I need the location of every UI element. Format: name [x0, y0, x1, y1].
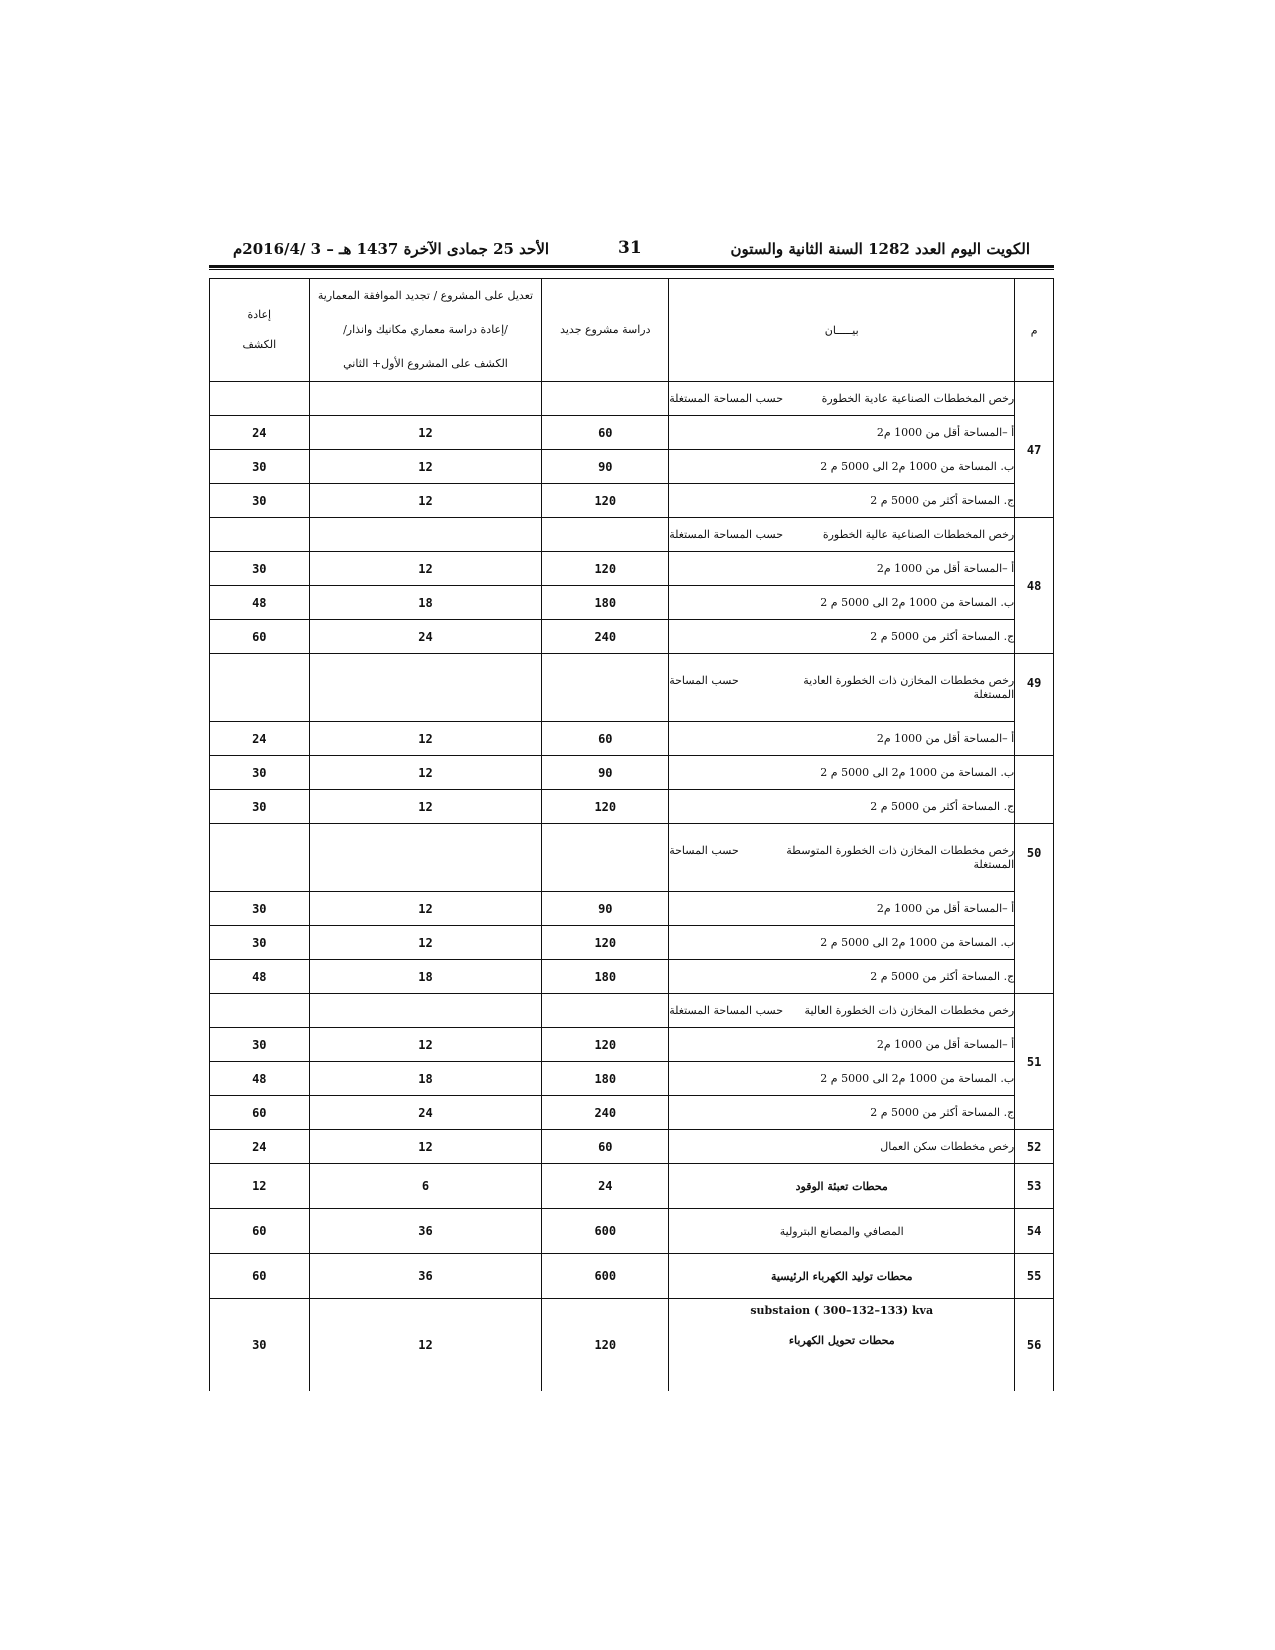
- cell-modify: 18: [309, 960, 542, 994]
- cell-reinspect: 60: [210, 1254, 310, 1299]
- group-title-suffix: حسب المساحة المستغلة: [669, 1003, 784, 1017]
- row-label-latin: substaion ( 300–132–133) kva: [750, 1304, 934, 1317]
- fees-table: [209, 278, 1054, 1391]
- col-header-reinspect-line2: الكشف: [242, 338, 277, 351]
- row-label: ج. المساحة أكثر من 5000 م 2: [669, 484, 1015, 518]
- table-row: [210, 722, 1054, 756]
- row-number: 52: [1015, 1130, 1054, 1164]
- group-title-suffix: حسب المساحة: [669, 674, 739, 688]
- group-title-line2: المستغلة: [973, 857, 1015, 871]
- cell-new-study: 240: [542, 1096, 669, 1130]
- row-number: 56: [1015, 1299, 1054, 1391]
- cell-reinspect: 30: [210, 1028, 310, 1062]
- cell-new-study: 120: [542, 1299, 669, 1391]
- group-number: 47: [1015, 382, 1054, 518]
- cell-modify: 12: [309, 484, 542, 518]
- cell-modify: 12: [309, 416, 542, 450]
- col-header-modify: [309, 279, 542, 382]
- cell-modify: 12: [309, 892, 542, 926]
- cell-new-study: 60: [542, 416, 669, 450]
- cell-modify: 12: [309, 926, 542, 960]
- table-row: [210, 1254, 1054, 1299]
- group-title-row: [210, 824, 1054, 892]
- cell-new-study: 180: [542, 586, 669, 620]
- group-number: 51: [1015, 994, 1054, 1130]
- issue-date: الأحد 25 جمادى الآخرة 1437 هـ – 3 /2016/4م: [233, 240, 550, 258]
- row-label: ج. المساحة أكثر من 5000 م 2: [669, 960, 1015, 994]
- group-title-suffix: حسب المساحة المستغلة: [669, 527, 784, 541]
- cell-new-study: 120: [542, 790, 669, 824]
- table-row: [210, 1062, 1054, 1096]
- col-header-modify-line1: تعديل على المشروع / تجديد الموافقة المعمارية: [317, 289, 534, 302]
- cell-modify: 12: [309, 1028, 542, 1062]
- group-title-text: رخص مخططات المخازن ذات الخطورة المتوسطة: [786, 844, 1015, 858]
- cell-reinspect: 24: [210, 416, 310, 450]
- cell-modify: 6: [309, 1164, 542, 1209]
- table-row: [210, 756, 1054, 790]
- row-label: ج. المساحة أكثر من 5000 م 2: [669, 1096, 1015, 1130]
- table-row: [210, 620, 1054, 654]
- row-label: المصافي والمصانع البترولية: [669, 1209, 1015, 1254]
- row-label: ج. المساحة أكثر من 5000 م 2: [669, 790, 1015, 824]
- table-row: [210, 1209, 1054, 1254]
- row-number: 53: [1015, 1164, 1054, 1209]
- cell-new-study: 120: [542, 1028, 669, 1062]
- cell-modify: 36: [309, 1254, 542, 1299]
- cell-new-study: 600: [542, 1254, 669, 1299]
- group-number: 48: [1015, 518, 1054, 654]
- cell-new-study: 120: [542, 552, 669, 586]
- cell-modify: 12: [309, 1299, 542, 1391]
- row-label: محطات تعبئة الوقود: [669, 1164, 1015, 1209]
- group-title-line2: المستغلة: [973, 687, 1015, 701]
- group-title: [669, 382, 1015, 416]
- cell-new-study: 90: [542, 756, 669, 790]
- group-title-text: رخص مخططات المخازن ذات الخطورة العادية: [803, 674, 1015, 688]
- row-label: ب. المساحة من 1000 م2 الى 5000 م 2: [669, 450, 1015, 484]
- row-label: أ –المساحة أقل من 1000 م2: [669, 552, 1015, 586]
- group-title-suffix: حسب المساحة: [669, 844, 739, 858]
- group-title-text: رخص المخططات الصناعية عادية الخطورة: [821, 391, 1015, 405]
- row-label-arabic: محطات تحويل الكهرباء: [788, 1334, 895, 1347]
- row-label: أ –المساحة أقل من 1000 م2: [669, 1028, 1015, 1062]
- row-label: ب. المساحة من 1000 م2 الى 5000 م 2: [669, 586, 1015, 620]
- row-number: 55: [1015, 1254, 1054, 1299]
- cell-reinspect: 30: [210, 756, 310, 790]
- cell-reinspect: 30: [210, 484, 310, 518]
- cell-new-study: 180: [542, 960, 669, 994]
- row-label: ب. المساحة من 1000 م2 الى 5000 م 2: [669, 926, 1015, 960]
- table-row: [210, 960, 1054, 994]
- cell-new-study: 240: [542, 620, 669, 654]
- page-header: [233, 236, 1054, 264]
- group-number: 50: [1015, 824, 1054, 994]
- cell-new-study: 24: [542, 1164, 669, 1209]
- row-label: [669, 1299, 1015, 1391]
- table-row: [210, 1096, 1054, 1130]
- cell-reinspect: 24: [210, 722, 310, 756]
- cell-reinspect: 60: [210, 1209, 310, 1254]
- col-header-new-study: دراسة مشروع جديد: [542, 279, 669, 382]
- cell-modify: 24: [309, 1096, 542, 1130]
- cell-reinspect: 60: [210, 1096, 310, 1130]
- row-label: رخص مخططات سكن العمال: [669, 1130, 1015, 1164]
- cell-new-study: 60: [542, 1130, 669, 1164]
- cell-reinspect: 30: [210, 450, 310, 484]
- row-label: ج. المساحة أكثر من 5000 م 2: [669, 620, 1015, 654]
- row-label: أ –المساحة أقل من 1000 م2: [669, 892, 1015, 926]
- cell-reinspect: 24: [210, 1130, 310, 1164]
- table-row: [210, 790, 1054, 824]
- cell-modify: 12: [309, 552, 542, 586]
- cell-reinspect: 60: [210, 620, 310, 654]
- row-label: ب. المساحة من 1000 م2 الى 5000 م 2: [669, 1062, 1015, 1096]
- group-title: [669, 518, 1015, 552]
- row-number: 54: [1015, 1209, 1054, 1254]
- group-number: 49: [1015, 654, 1054, 756]
- group-title-text: رخص مخططات المخازن ذات الخطورة العالية: [804, 1003, 1015, 1017]
- group-title-row: [210, 382, 1054, 416]
- table-row: [210, 892, 1054, 926]
- cell-reinspect: 48: [210, 960, 310, 994]
- table-row: [210, 450, 1054, 484]
- header-rule-thin: [209, 269, 1054, 270]
- cell-modify: 18: [309, 1062, 542, 1096]
- cell-modify: 18: [309, 586, 542, 620]
- cell-reinspect: 30: [210, 926, 310, 960]
- table-row: [210, 1299, 1054, 1391]
- group-title-text: رخص المخططات الصناعية عالية الخطورة: [822, 527, 1015, 541]
- cell-new-study: 600: [542, 1209, 669, 1254]
- page-number: 31: [618, 238, 642, 258]
- col-header-modify-line3: الكشف على المشروع الأول+ الثاني: [343, 357, 508, 370]
- row-label: أ –المساحة أقل من 1000 م2: [669, 416, 1015, 450]
- table-row: [210, 926, 1054, 960]
- table-row: [210, 1164, 1054, 1209]
- col-header-reinspect-line1: إعادة: [247, 308, 272, 321]
- cell-modify: 12: [309, 450, 542, 484]
- cell-reinspect: 30: [210, 892, 310, 926]
- group-number-spacer: [1015, 756, 1054, 824]
- table-row: [210, 552, 1054, 586]
- cell-reinspect: 12: [210, 1164, 310, 1209]
- cell-new-study: 90: [542, 450, 669, 484]
- group-title-row: [210, 654, 1054, 722]
- group-title: [669, 994, 1015, 1028]
- cell-new-study: 120: [542, 484, 669, 518]
- col-header-description: بيـــــان: [669, 279, 1015, 382]
- cell-modify: 12: [309, 722, 542, 756]
- cell-reinspect: 48: [210, 1062, 310, 1096]
- table-row: [210, 586, 1054, 620]
- row-label: أ –المساحة أقل من 1000 م2: [669, 722, 1015, 756]
- row-label: ب. المساحة من 1000 م2 الى 5000 م 2: [669, 756, 1015, 790]
- cell-reinspect: 30: [210, 790, 310, 824]
- group-title: [669, 654, 1015, 722]
- group-title: [669, 824, 1015, 892]
- table-row: [210, 484, 1054, 518]
- cell-new-study: 90: [542, 892, 669, 926]
- cell-modify: 12: [309, 756, 542, 790]
- table-row: [210, 416, 1054, 450]
- cell-reinspect: 30: [210, 552, 310, 586]
- cell-new-study: 180: [542, 1062, 669, 1096]
- col-header-number: م: [1015, 279, 1054, 382]
- group-title-row: [210, 994, 1054, 1028]
- cell-modify: 24: [309, 620, 542, 654]
- cell-reinspect: 30: [210, 1299, 310, 1391]
- cell-modify: 12: [309, 1130, 542, 1164]
- table-row: [210, 1028, 1054, 1062]
- cell-new-study: 60: [542, 722, 669, 756]
- col-header-reinspect: [210, 279, 310, 382]
- col-header-modify-line2: /إعادة دراسة معماري مكانيك وانذار/: [343, 323, 508, 336]
- cell-modify: 12: [309, 790, 542, 824]
- group-title-row: [210, 518, 1054, 552]
- cell-reinspect: 48: [210, 586, 310, 620]
- group-title-suffix: حسب المساحة المستغلة: [669, 391, 784, 405]
- table-header-row: [210, 279, 1054, 382]
- issue-info: الكويت اليوم العدد 1282 السنة الثانية والستون: [730, 240, 1030, 258]
- cell-modify: 36: [309, 1209, 542, 1254]
- header-rule: [209, 265, 1054, 268]
- cell-new-study: 120: [542, 926, 669, 960]
- table-row: [210, 1130, 1054, 1164]
- row-label: محطات توليد الكهرباء الرئيسية: [669, 1254, 1015, 1299]
